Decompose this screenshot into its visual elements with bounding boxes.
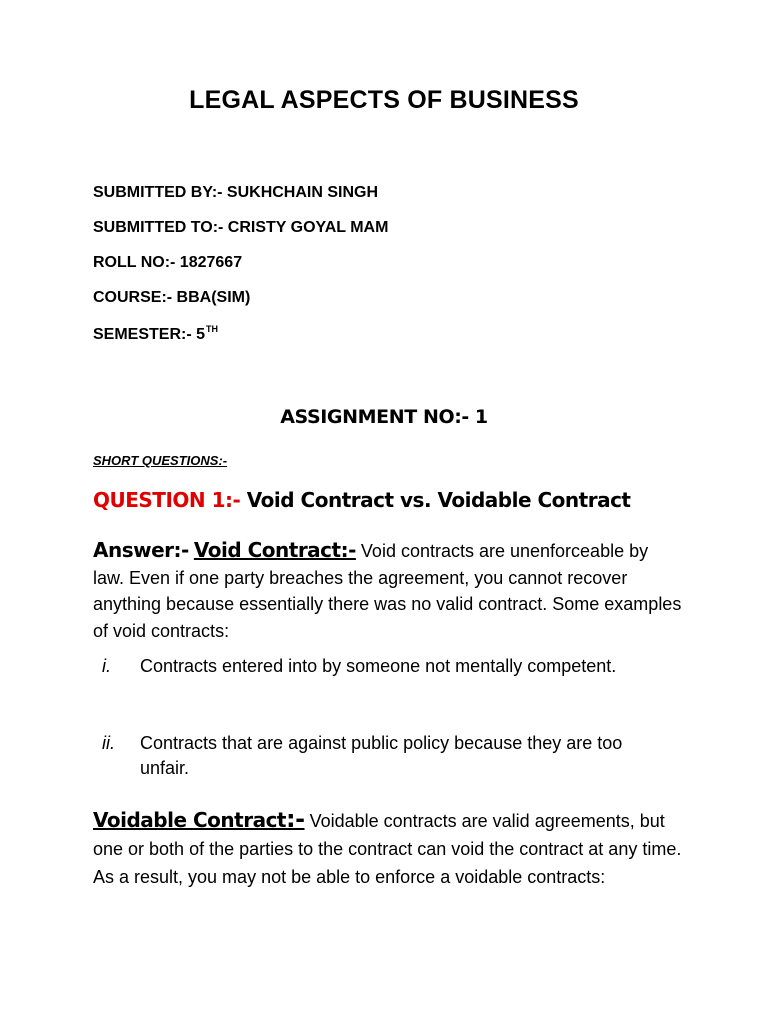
voidable-contract-heading [93,805,305,833]
answer-text: Void contracts are unenforceable by law. Even if one party breaches the agreement, you cannot recover anything because essentially there was no valid contract. Some examples of void contracts: [93,541,682,641]
list-text: Contracts that are against public policy because they are too unfair. [140,733,623,778]
submitted-to: SUBMITTED TO:- CRISTY GOYAL MAM [93,219,389,236]
list-item [102,731,662,781]
list-number: i. [102,656,111,676]
short-questions-heading: SHORT QUESTIONS:- [93,453,228,468]
question-1-text: Void Contract vs. Voidable Contract [246,488,631,512]
list-number: ii. [102,733,115,753]
semester [93,324,218,344]
voidable-text: Voidable contracts are valid agreements, but one or both of the parties to the contract can void the contract at any time. As a result, you may not be able to enforce a voidable contracts: [93,811,682,887]
answer-paragraph [93,537,683,644]
answer-label: Answer:- [93,538,189,562]
assignment-heading [0,406,768,428]
list-text: Contracts entered into by someone not mentally competent. [140,656,617,676]
semester-text: SEMESTER:- 5 [93,326,206,343]
roll-no: ROLL NO:- 1827667 [93,254,243,271]
question-1 [93,488,630,512]
voidable-paragraph [93,805,683,891]
course: COURSE:- BBA(SIM) [93,289,251,306]
assignment-label: ASSIGNMENT NO:- [280,406,469,428]
void-contract-heading: Void Contract:- [193,538,356,562]
voidable-heading-text: Voidable Contract [93,808,286,832]
assignment-number: 1 [474,406,488,428]
document-title: LEGAL ASPECTS OF BUSINESS [189,86,579,114]
submitted-by: SUBMITTED BY:- SUKHCHAIN SINGH [93,184,379,201]
semester-superscript: TH [206,324,219,334]
voidable-heading-colon: :- [285,805,305,833]
list-item [102,654,662,679]
question-1-label: QUESTION 1:- [93,488,241,512]
